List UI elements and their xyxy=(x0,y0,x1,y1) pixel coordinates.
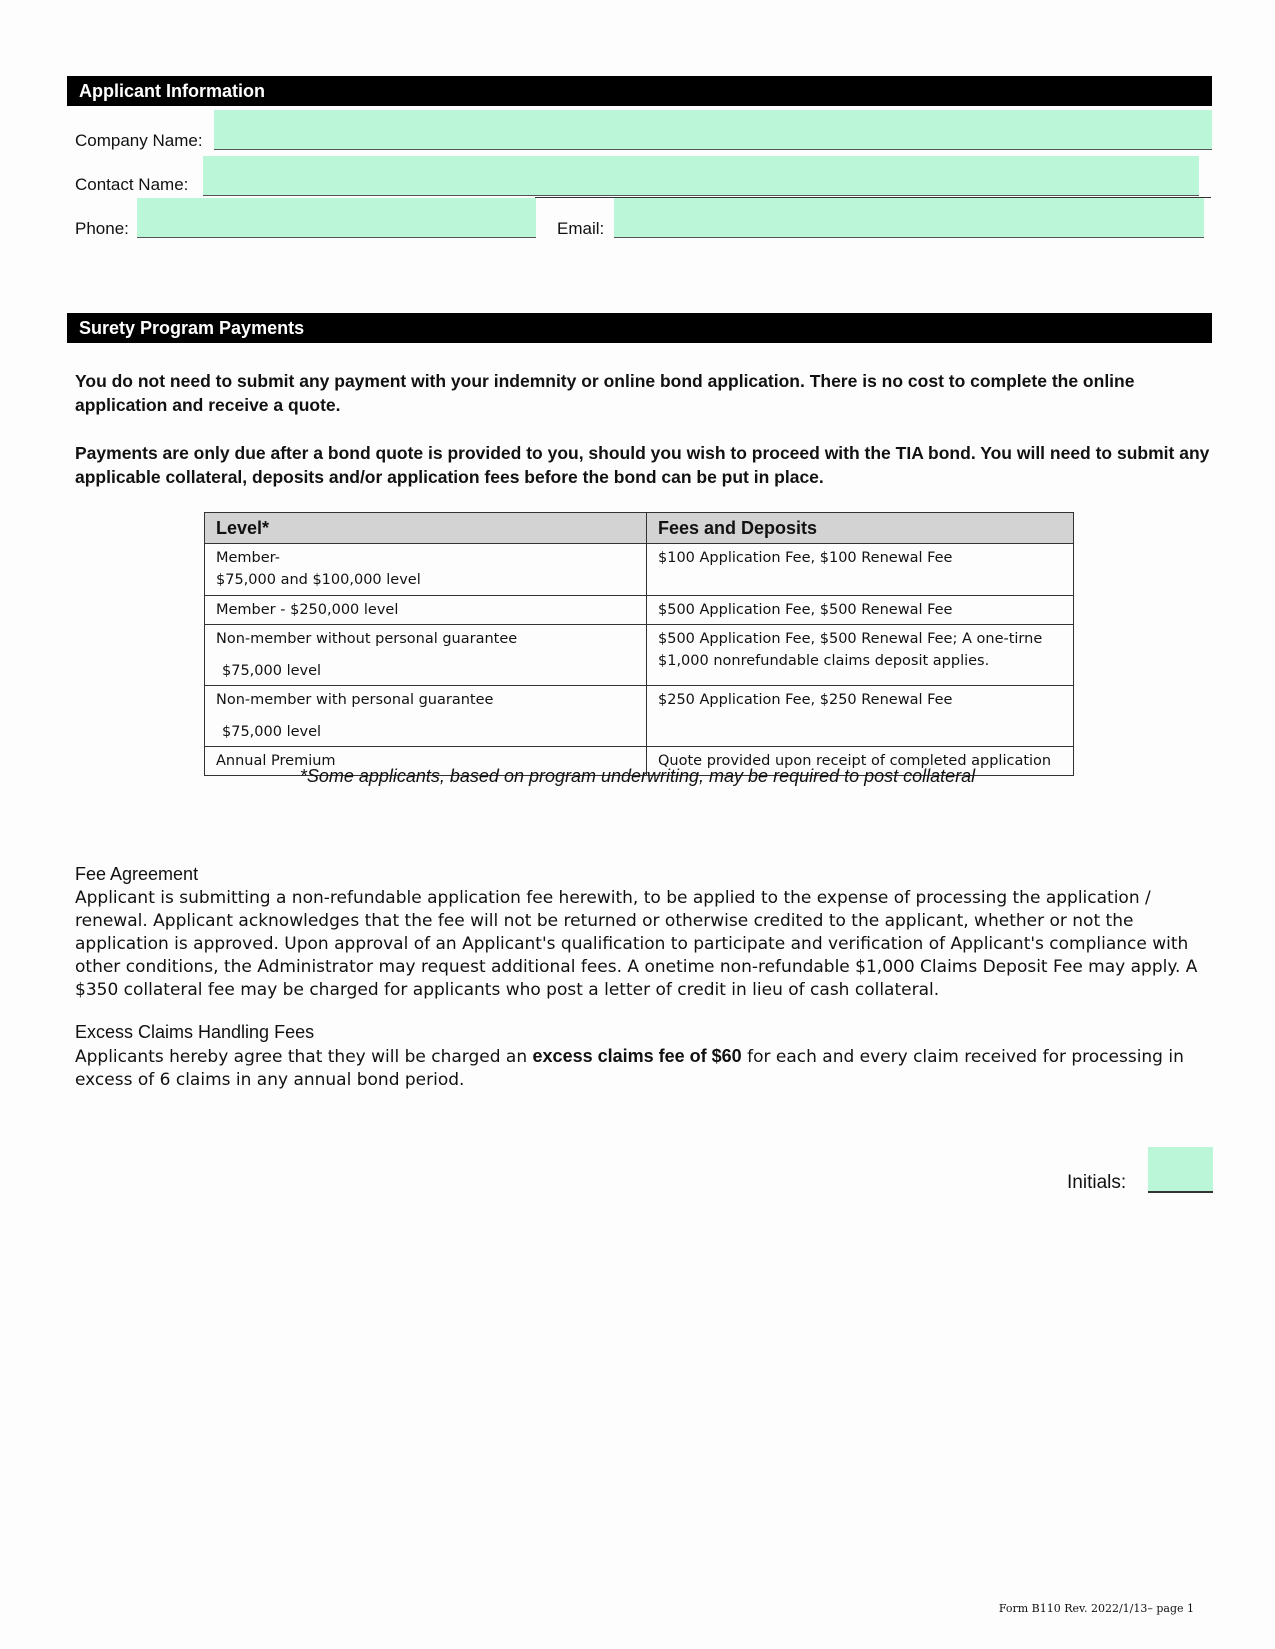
phone-label: Phone: xyxy=(75,219,129,238)
collateral-note: *Some applicants, based on program underwriting, may be required to post collateral xyxy=(299,766,976,786)
fees-header: Fees and Deposits xyxy=(647,513,1074,544)
fees-cell: $500 Application Fee, $500 Renewal Fee xyxy=(647,596,1074,625)
level-subtext: $75,000 and $100,000 level xyxy=(216,572,421,588)
excess-claims-text xyxy=(75,1045,1210,1092)
form-footer: Form B110 Rev. 2022/1/13– page 1 xyxy=(998,1602,1194,1615)
contact-name-field[interactable] xyxy=(203,156,1199,196)
fees-cell: Quote provided upon receipt of completed application xyxy=(647,747,1074,776)
fees-table xyxy=(204,512,1074,776)
level-subtext: $75,000 level xyxy=(222,663,322,679)
level-header: Level* xyxy=(205,513,647,544)
level-text: Non-member without personal guarantee xyxy=(216,631,518,647)
fees-cell: $100 Application Fee, $100 Renewal Fee xyxy=(647,544,1074,596)
contact-name-label: Contact Name: xyxy=(75,175,189,194)
fees-cell: $500 Application Fee, $500 Renewal Fee; A one-tirne $1,000 nonrefundable claims deposit applies. xyxy=(647,625,1074,686)
level-text: Member- xyxy=(216,550,280,566)
level-cell xyxy=(205,625,647,686)
table-row xyxy=(205,625,1074,686)
fee-agreement-text: Applicant is submitting a non-refundable application fee herewith, to be applied to the expense of processing the application / renewal. Applicant acknowledges that the fee will not be returned or otherwise credited to the applicant, whether or not the application is approved. Upon approval of an Applicant's qualification to participate and verification of Applicant's compliance with other conditions, the Administrator may request additional fees. A onetime non-refundable $1,000 Claims Deposit Fee may apply. A $350 collateral fee may be charged for applicants who post a letter of credit in lieu of cash collateral. xyxy=(75,888,1198,1000)
level-subtext: $75,000 level xyxy=(222,724,322,740)
company-name-label: Company Name: xyxy=(75,131,203,150)
excess-claims-text-after: for each and every claim received for processing in excess of 6 claims in any annual bond period. xyxy=(75,1047,1184,1090)
excess-claims-text-before: Applicants hereby agree that they will be charged an xyxy=(75,1047,533,1067)
level-cell: Member - $250,000 level xyxy=(205,596,647,625)
applicant-section-header: Applicant Information xyxy=(67,76,1212,106)
payments-paragraph-1: You do not need to submit any payment with your indemnity or online bond application. There is no cost to complete the online application and receive a quote. xyxy=(75,371,1135,415)
table-row xyxy=(205,596,1074,625)
email-field[interactable] xyxy=(614,198,1204,238)
payments-section-header: Surety Program Payments xyxy=(67,313,1212,343)
fee-agreement-heading: Fee Agreement xyxy=(75,864,199,884)
initials-label: Initials: xyxy=(1067,1172,1127,1193)
email-label: Email: xyxy=(557,219,605,238)
excess-claims-heading: Excess Claims Handling Fees xyxy=(75,1022,315,1042)
company-name-field[interactable] xyxy=(214,110,1212,150)
level-cell xyxy=(205,686,647,747)
level-cell xyxy=(205,544,647,596)
table-row xyxy=(205,544,1074,596)
initials-field[interactable] xyxy=(1148,1147,1213,1193)
table-header-row xyxy=(205,513,1074,544)
excess-claims-fee: excess claims fee of $60 xyxy=(532,1046,742,1066)
level-text: Non-member with personal guarantee xyxy=(216,692,494,708)
table-row xyxy=(205,686,1074,747)
phone-field[interactable] xyxy=(137,198,536,238)
fees-cell: $250 Application Fee, $250 Renewal Fee xyxy=(647,686,1074,747)
level-cell: Annual Premium xyxy=(205,747,647,776)
payments-paragraph-2: Payments are only due after a bond quote is provided to you, should you wish to proceed with the TIA bond. You will need to submit any applicable collateral, deposits and/or application fees before the bond can be put in place. xyxy=(75,443,1210,487)
